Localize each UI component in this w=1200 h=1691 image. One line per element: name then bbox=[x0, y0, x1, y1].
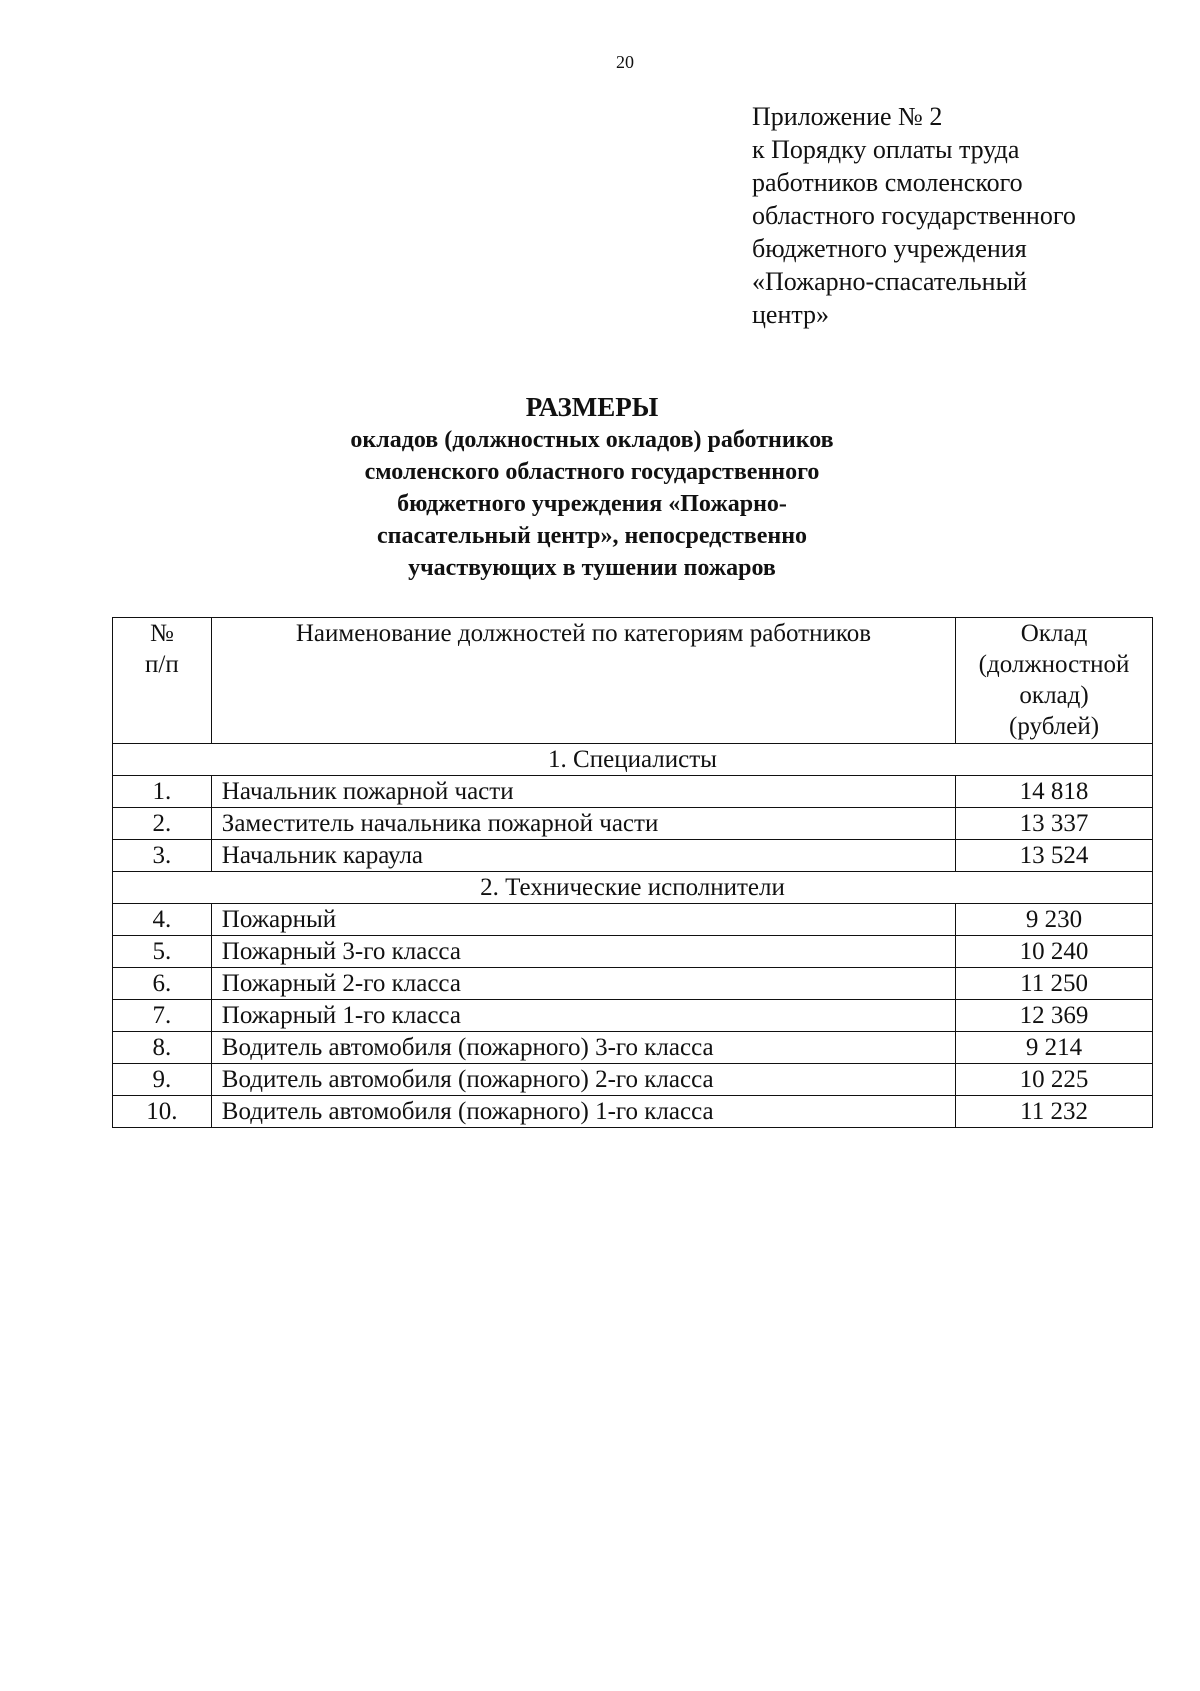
table-row bbox=[113, 1032, 1153, 1064]
appendix-line: «Пожарно-спасательный bbox=[752, 267, 1027, 296]
table-row bbox=[113, 840, 1153, 872]
position-name: Водитель автомобиля (пожарного) 2-го класса bbox=[211, 1064, 955, 1096]
salary-table bbox=[112, 617, 1153, 1128]
section-title: 1. Специалисты bbox=[113, 744, 1153, 776]
document-subtitle-line: бюджетного учреждения «Пожарно- bbox=[397, 491, 787, 517]
table-section-row bbox=[113, 872, 1153, 904]
section-title: 2. Технические исполнители bbox=[113, 872, 1153, 904]
document-subtitle-line: смоленского областного государственного bbox=[364, 459, 820, 485]
salary-value: 9 230 bbox=[956, 904, 1153, 936]
table-section-row bbox=[113, 744, 1153, 776]
position-name: Пожарный 3-го класса bbox=[211, 936, 955, 968]
document-title-block bbox=[220, 390, 964, 584]
table-row bbox=[113, 1096, 1153, 1128]
salary-value: 10 240 bbox=[956, 936, 1153, 968]
header-salary-line: (должностной bbox=[978, 651, 1130, 678]
row-number: 6. bbox=[113, 968, 212, 1000]
position-name: Пожарный bbox=[211, 904, 955, 936]
row-number: 2. bbox=[113, 808, 212, 840]
position-name: Водитель автомобиля (пожарного) 1-го класса bbox=[211, 1096, 955, 1128]
row-number: 10. bbox=[113, 1096, 212, 1128]
header-salary-line: Оклад bbox=[1020, 620, 1088, 647]
header-position-name-cell: Наименование должностей по категориям работников bbox=[211, 618, 955, 744]
appendix-line: Приложение № 2 bbox=[752, 102, 943, 131]
document-subtitle-line: участвующих в тушении пожаров bbox=[408, 555, 776, 581]
position-name: Начальник пожарной части bbox=[211, 776, 955, 808]
document-title: РАЗМЕРЫ bbox=[525, 392, 659, 422]
row-number: 1. bbox=[113, 776, 212, 808]
header-number-line: п/п bbox=[145, 651, 179, 678]
page-number: 20 bbox=[616, 52, 634, 72]
row-number: 5. bbox=[113, 936, 212, 968]
position-name: Начальник караула bbox=[211, 840, 955, 872]
table-header-row bbox=[113, 618, 1153, 744]
header-salary-line: (рублей) bbox=[1009, 713, 1100, 740]
salary-value: 13 337 bbox=[956, 808, 1153, 840]
table-row bbox=[113, 1064, 1153, 1096]
row-number: 7. bbox=[113, 1000, 212, 1032]
appendix-line: к Порядку оплаты труда bbox=[752, 135, 1020, 164]
row-number: 8. bbox=[113, 1032, 212, 1064]
salary-value: 14 818 bbox=[956, 776, 1153, 808]
position-name: Пожарный 1-го класса bbox=[211, 1000, 955, 1032]
table-row bbox=[113, 968, 1153, 1000]
appendix-line: центр» bbox=[752, 300, 830, 329]
appendix-line: бюджетного учреждения bbox=[752, 234, 1027, 263]
position-name: Заместитель начальника пожарной части bbox=[211, 808, 955, 840]
salary-value: 11 232 bbox=[956, 1096, 1153, 1128]
salary-value: 11 250 bbox=[956, 968, 1153, 1000]
row-number: 9. bbox=[113, 1064, 212, 1096]
salary-value: 13 524 bbox=[956, 840, 1153, 872]
table-row bbox=[113, 1000, 1153, 1032]
position-name: Пожарный 2-го класса bbox=[211, 968, 955, 1000]
position-name: Водитель автомобиля (пожарного) 3-го класса bbox=[211, 1032, 955, 1064]
salary-value: 12 369 bbox=[956, 1000, 1153, 1032]
header-salary-cell bbox=[956, 618, 1153, 744]
table-row bbox=[113, 936, 1153, 968]
header-number-cell bbox=[113, 618, 212, 744]
document-subtitle-line: окладов (должностных окладов) работников bbox=[350, 427, 834, 453]
table-row bbox=[113, 904, 1153, 936]
table-row bbox=[113, 808, 1153, 840]
appendix-line: работников смоленского bbox=[752, 168, 1023, 197]
row-number: 4. bbox=[113, 904, 212, 936]
document-subtitle-line: спасательный центр», непосредственно bbox=[376, 523, 808, 549]
header-number-line: № bbox=[149, 620, 174, 647]
salary-value: 9 214 bbox=[956, 1032, 1153, 1064]
row-number: 3. bbox=[113, 840, 212, 872]
appendix-line: областного государственного bbox=[752, 201, 1076, 230]
header-salary-line: оклад) bbox=[1019, 682, 1089, 709]
salary-value: 10 225 bbox=[956, 1064, 1153, 1096]
appendix-note bbox=[752, 100, 1076, 331]
table-row bbox=[113, 776, 1153, 808]
